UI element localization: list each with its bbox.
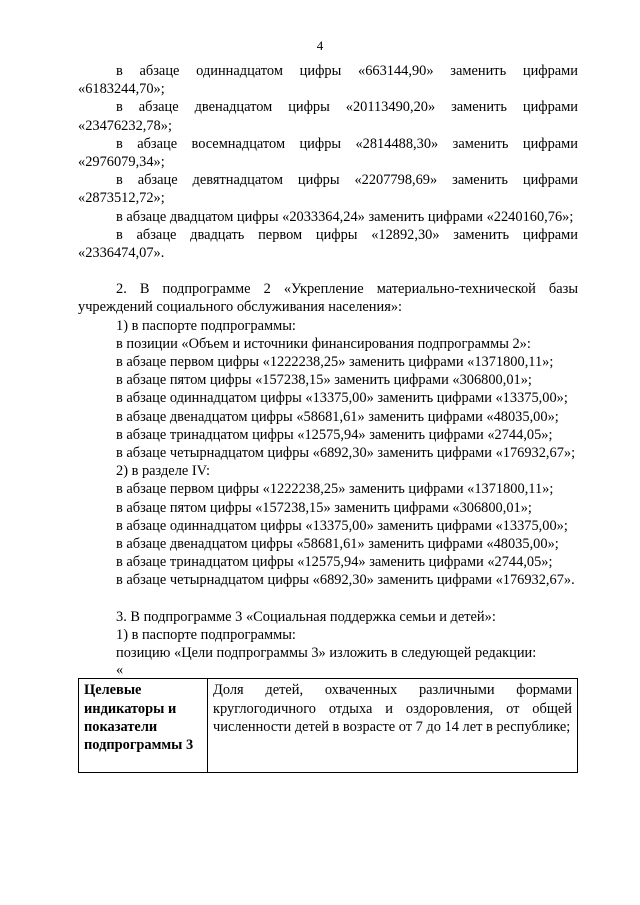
paragraph: в абзаце первом цифры «1222238,25» заменить цифрами «1371800,11»; <box>116 354 554 371</box>
page-number: 4 <box>316 38 324 53</box>
paragraph: в абзаце одиннадцатом цифры «13375,00» заменить цифрами «13375,00»; <box>116 517 568 534</box>
paragraph: в абзаце пятом цифры «157238,15» заменить цифрами «306800,01»; <box>116 499 532 516</box>
paragraph: в абзаце двенадцатом цифры «20113490,20» заменить цифрами «23476232,78»; <box>78 99 578 134</box>
paragraph: в абзаце тринадцатом цифры «12575,94» заменить цифрами «2744,05»; <box>116 426 553 443</box>
table-text-cell: Доля детей, охваченных различными формами круглогодичного отдыха и оздоровления, от общей численности детей в возрасте от 7 до 14 лет в республике; <box>208 679 578 773</box>
section-heading: 2. В подпрограмме 2 «Укрепление материально-технической базы учреждений социального обслуживания населения»: <box>78 281 578 316</box>
amendments-block-1 <box>78 62 578 262</box>
paragraph: в позиции «Объем и источники финансирования подпрограммы 2»: <box>116 335 531 352</box>
spacer <box>78 262 578 280</box>
paragraph: позицию «Цели подпрограммы 3» изложить в следующей редакции: <box>116 645 537 662</box>
paragraph: в абзаце одиннадцатом цифры «13375,00» заменить цифрами «13375,00»; <box>116 390 568 407</box>
spacer <box>78 590 578 608</box>
paragraph: в абзаце двенадцатом цифры «58681,61» заменить цифрами «48035,00»; <box>116 408 559 425</box>
paragraph: в абзаце тринадцатом цифры «12575,94» заменить цифрами «2744,05»; <box>116 554 553 571</box>
table-row <box>79 679 578 773</box>
paragraph: в абзаце одиннадцатом цифры «663144,90» заменить цифрами «6183244,70»; <box>78 63 578 98</box>
paragraph: 1) в паспорте подпрограммы: <box>116 626 296 643</box>
paragraph: в абзаце четырнадцатом цифры «6892,30» заменить цифрами «176932,67». <box>116 572 575 589</box>
document-body <box>78 62 578 773</box>
amendments-block-2 <box>78 280 578 589</box>
paragraph: 1) в паспорте подпрограммы: <box>116 317 296 334</box>
paragraph: в абзаце двенадцатом цифры «58681,61» заменить цифрами «48035,00»; <box>116 536 559 553</box>
paragraph: в абзаце двадцатом цифры «2033364,24» заменить цифрами «2240160,76»; <box>116 208 574 225</box>
goals-table <box>78 678 578 773</box>
paragraph: в абзаце девятнадцатом цифры «2207798,69» заменить цифрами «2873512,72»; <box>78 172 578 207</box>
paragraph: в абзаце двадцать первом цифры «12892,30» заменить цифрами «2336474,07». <box>78 226 578 262</box>
paragraph: в абзаце восемнадцатом цифры «2814488,30» заменить цифрами «2976079,34»; <box>78 135 578 171</box>
table-label-cell: Целевые индикаторы и показатели подпрограммы 3 <box>79 679 208 773</box>
paragraph: 2) в разделе IV: <box>116 463 210 480</box>
amendments-block-3 <box>78 608 578 679</box>
paragraph: в абзаце пятом цифры «157238,15» заменить цифрами «306800,01»; <box>116 372 532 389</box>
section-heading: 3. В подпрограмме 3 «Социальная поддержка семьи и детей»: <box>116 608 496 625</box>
opening-quote: « <box>116 662 124 679</box>
paragraph: в абзаце четырнадцатом цифры «6892,30» заменить цифрами «176932,67»; <box>116 445 576 462</box>
paragraph: в абзаце первом цифры «1222238,25» заменить цифрами «1371800,11»; <box>116 481 554 498</box>
